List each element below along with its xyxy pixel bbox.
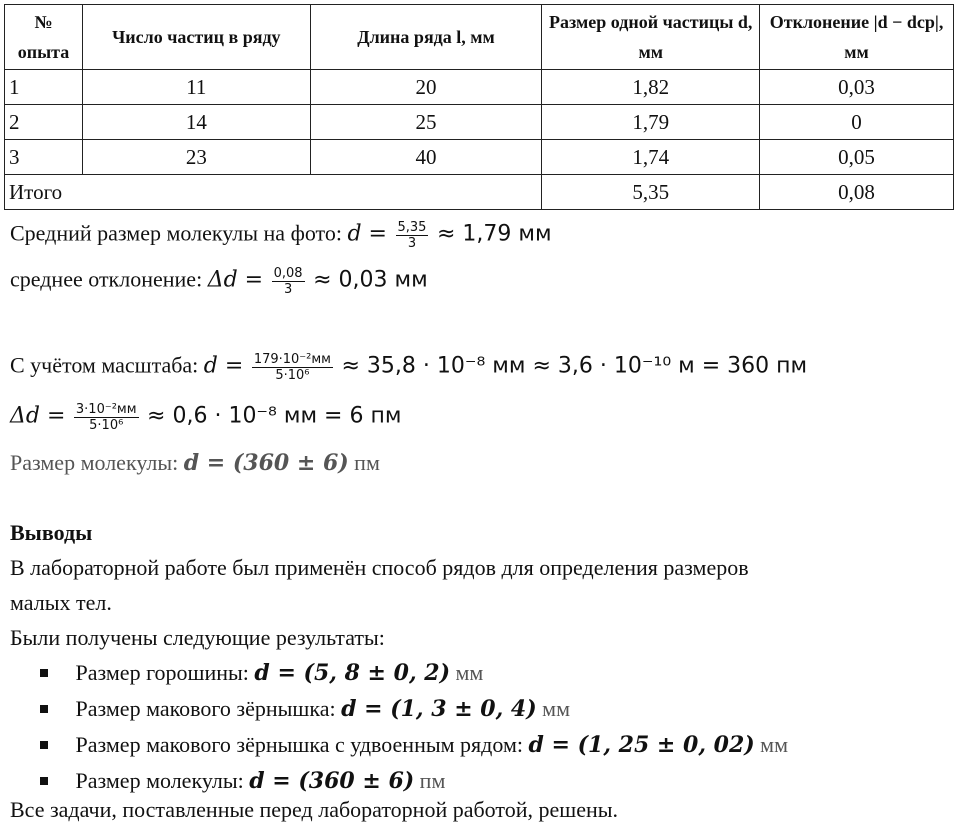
- result-unit: мм: [455, 660, 484, 685]
- list-item: [40, 655, 788, 691]
- table-cell: 11: [82, 70, 310, 105]
- molecule-size-label: Размер молекулы:: [10, 450, 179, 475]
- list-item: [40, 691, 788, 727]
- mean-deviation-lhs: Δd =: [207, 267, 264, 293]
- table-cell: 0,05: [760, 140, 954, 175]
- scaled-deviation-line: [10, 402, 401, 433]
- scaled-deviation-fraction: [74, 402, 139, 433]
- result-unit: пм: [419, 768, 446, 793]
- fraction-denominator: 5·10⁶: [89, 418, 124, 433]
- header-deviation: Отклонение |d − dср|, мм: [760, 5, 954, 70]
- result-value: d = (1, 25 ± 0, 02): [528, 732, 755, 758]
- result-value: d = (360 ± 6): [249, 768, 415, 794]
- mean-size-result: ≈ 1,79 мм: [436, 221, 552, 247]
- header-particle-size: Размер одной частицы d, мм: [542, 5, 760, 70]
- molecule-size-line: [10, 450, 380, 476]
- fraction-numerator: 0,08: [273, 266, 303, 281]
- fraction-denominator: 3: [407, 236, 417, 251]
- table-row: [5, 70, 954, 105]
- bullet-icon: [40, 705, 48, 713]
- results-intro: Были получены следующие результаты:: [10, 625, 385, 650]
- result-value: d = (1, 3 ± 0, 4): [341, 696, 537, 722]
- mean-size-fraction: [396, 220, 429, 251]
- table-row: [5, 140, 954, 175]
- table-cell: 1,79: [542, 105, 760, 140]
- mean-size-line: [10, 220, 552, 251]
- fraction-denominator: 3: [283, 282, 293, 297]
- table-cell: 23: [82, 140, 310, 175]
- result-value: d = (5, 8 ± 0, 2): [254, 660, 450, 686]
- table-cell: 25: [310, 105, 542, 140]
- mean-deviation-fraction: [272, 266, 305, 297]
- scaled-deviation-lhs: Δd =: [10, 403, 66, 429]
- header-particle-count: Число частиц в ряду: [82, 5, 310, 70]
- fraction-denominator: 5·10⁶: [275, 368, 310, 383]
- header-row-length: Длина ряда l, мм: [310, 5, 542, 70]
- conclusions-paragraph-line1: В лабораторной работе был применён способ рядов для определения размеров: [10, 555, 749, 580]
- table-cell: 1: [5, 70, 83, 105]
- total-label: Итого: [5, 175, 542, 210]
- scaled-deviation-result: ≈ 0,6 · 10⁻⁸ мм = 6 пм: [147, 403, 402, 429]
- result-label: Размер макового зёрнышка с удвоенным рядом:: [75, 732, 523, 757]
- mean-deviation-result: ≈ 0,03 мм: [313, 267, 428, 293]
- mean-deviation-label: среднее отклонение:: [10, 266, 203, 292]
- result-label: Размер молекулы:: [75, 768, 244, 793]
- final-statement: Все задачи, поставленные перед лабораторной работой, решены.: [10, 797, 619, 822]
- conclusions-paragraph-line2: малых тел.: [10, 590, 112, 615]
- mean-deviation-line: [10, 266, 428, 297]
- fraction-numerator: 179·10⁻²мм: [253, 352, 331, 367]
- table-cell: 2: [5, 105, 83, 140]
- results-list: [40, 655, 788, 799]
- list-item: [40, 727, 788, 763]
- scaled-size-fraction: [252, 352, 333, 383]
- table-cell: 20: [310, 70, 542, 105]
- table-total-row: [5, 175, 954, 210]
- table-cell: 1,74: [542, 140, 760, 175]
- bullet-icon: [40, 741, 48, 749]
- molecule-size-unit: пм: [354, 450, 380, 475]
- table-cell: 1,82: [542, 70, 760, 105]
- list-item: [40, 763, 788, 799]
- scaled-size-line: [10, 352, 807, 383]
- scaled-size-lhs: d =: [203, 353, 244, 379]
- result-unit: мм: [542, 696, 570, 721]
- total-size-sum: 5,35: [542, 175, 760, 210]
- result-label: Размер горошины:: [75, 660, 249, 685]
- table-cell: 14: [82, 105, 310, 140]
- table-header-row: [5, 5, 954, 70]
- mean-size-label: Средний размер молекулы на фото:: [10, 220, 342, 246]
- table-cell: 40: [310, 140, 542, 175]
- result-label: Размер макового зёрнышка:: [75, 696, 336, 721]
- total-deviation-sum: 0,08: [760, 175, 954, 210]
- bullet-icon: [40, 669, 48, 677]
- header-experiment-number: № опыта: [5, 5, 83, 70]
- bullet-icon: [40, 777, 48, 785]
- result-unit: мм: [760, 732, 789, 757]
- table-cell: 0,03: [760, 70, 954, 105]
- table-cell: 3: [5, 140, 83, 175]
- table-row: [5, 105, 954, 140]
- scaled-size-result: ≈ 35,8 · 10⁻⁸ мм ≈ 3,6 · 10⁻¹⁰ м = 360 пм: [341, 353, 808, 379]
- scaled-size-label: С учётом масштаба:: [10, 352, 199, 378]
- conclusions-title: Выводы: [10, 520, 93, 545]
- fraction-numerator: 5,35: [397, 220, 427, 235]
- fraction-numerator: 3·10⁻²мм: [75, 402, 137, 417]
- table-cell: 0: [760, 105, 954, 140]
- mean-size-lhs: d =: [347, 221, 387, 247]
- molecule-size-value: d = (360 ± 6): [183, 450, 349, 476]
- results-table: [4, 4, 954, 210]
